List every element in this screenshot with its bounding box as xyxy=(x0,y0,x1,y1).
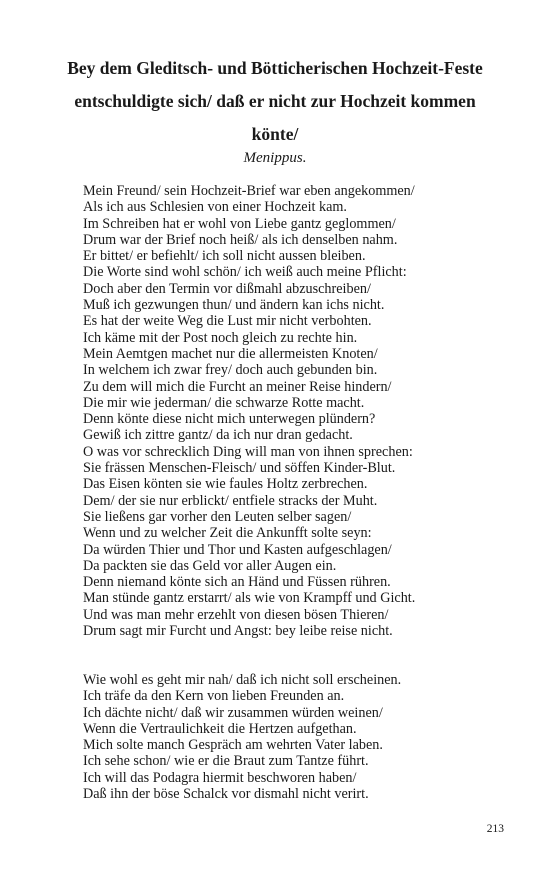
poem-line: Ich dächte nicht/ daß wir zusammen würden weinen/ xyxy=(83,704,383,721)
poem-line: Drum war der Brief noch heiß/ als ich denselben nahm. xyxy=(83,231,398,248)
poem-line: Ich käme mit der Post noch gleich zu rechte hin. xyxy=(83,329,358,346)
poem-line: O was vor schrecklich Ding will man von ihnen sprechen: xyxy=(83,443,413,460)
poem-line: Man stünde gantz erstarrt/ als wie von Krampff und Gicht. xyxy=(83,590,416,607)
poem-line: Im Schreiben hat er wohl von Liebe gantz geglommen/ xyxy=(83,215,396,232)
poem-line: Mich solte manch Gespräch am wehrten Vater laben. xyxy=(83,737,383,754)
title-line: Bey dem Gleditsch- und Bötticherischen Hochzeit-Feste xyxy=(67,58,483,78)
poem-line: In welchem ich zwar frey/ doch auch gebunden bin. xyxy=(83,362,378,379)
poem-line: Wenn die Vertraulichkeit die Hertzen aufgethan. xyxy=(83,720,357,737)
poem-line: Da würden Thier und Thor und Kasten aufgeschlagen/ xyxy=(83,541,392,558)
poem-line: Ich will das Podagra hiermit beschworen haben/ xyxy=(83,769,357,786)
poem-line: Dem/ der sie nur erblickt/ entfiele stracks der Muht. xyxy=(83,492,378,509)
poem-line: Die Worte sind wohl schön/ ich weiß auch meine Pflicht: xyxy=(83,264,407,281)
poem-line: Denn könte diese nicht mich unterwegen plündern? xyxy=(83,411,376,428)
title-line: entschuldigte sich/ daß er nicht zur Hochzeit kommen xyxy=(74,91,476,111)
page-number: 213 xyxy=(486,823,504,835)
poem-line: Daß ihn der böse Schalck vor dismahl nicht verirt. xyxy=(83,786,369,803)
poem-line: Ich träfe da den Kern von lieben Freunden an. xyxy=(83,688,345,705)
poem-line: Wenn und zu welcher Zeit die Ankunfft solte seyn: xyxy=(83,525,372,542)
poem-title xyxy=(0,52,550,151)
title-line: könte/ xyxy=(251,124,299,144)
poem-line: Und was man mehr erzehlt von diesen bösen Thieren/ xyxy=(83,606,389,623)
poem-line: Mein Freund/ sein Hochzeit-Brief war eben angekommen/ xyxy=(83,183,415,199)
poem-line: Zu dem will mich die Furcht an meiner Reise hindern/ xyxy=(83,378,392,395)
poem-line: Wie wohl es geht mir nah/ daß ich nicht soll erscheinen. xyxy=(83,672,402,688)
poem-line: Er bittet/ er befiehlt/ ich soll nicht aussen bleiben. xyxy=(83,248,366,265)
poem-line: Drum sagt mir Furcht und Angst: bey leibe reise nicht. xyxy=(83,623,393,640)
poem-line: Es hat der weite Weg die Lust mir nicht verbohten. xyxy=(83,313,372,330)
poem-line: Die mir wie jederman/ die schwarze Rotte macht. xyxy=(83,394,365,411)
poem-line: Das Eisen könten sie wie faules Holtz zerbrechen. xyxy=(83,476,368,493)
poem-line: Ich sehe schon/ wie er die Braut zum Tantze führt. xyxy=(83,753,369,770)
stanza-2 xyxy=(83,672,523,802)
poem-line: Sie ließens gar vorher den Leuten selber sagen/ xyxy=(83,508,352,525)
poem-line: Als ich aus Schlesien von einer Hochzeit kam. xyxy=(83,199,347,216)
poem-line: Muß ich gezwungen thun/ und ändern kan ichs nicht. xyxy=(83,297,385,314)
stanza-1 xyxy=(83,183,523,639)
poem-line: Mein Aemtgen machet nur die allermeisten Knoten/ xyxy=(83,345,378,362)
poem-line: Doch aber den Termin vor dißmahl abzuschreiben/ xyxy=(83,280,371,297)
author-name: Menippus. xyxy=(243,150,307,166)
poem-line: Sie frässen Menschen-Fleisch/ und söffen Kinder-Blut. xyxy=(83,460,396,477)
poem-line: Da packten sie das Geld vor aller Augen ein. xyxy=(83,557,337,574)
poem-line: Denn niemand könte sich an Händ und Füssen rühren. xyxy=(83,574,391,591)
poem-line: Gewiß ich zittre gantz/ da ich nur dran gedacht. xyxy=(83,427,353,444)
